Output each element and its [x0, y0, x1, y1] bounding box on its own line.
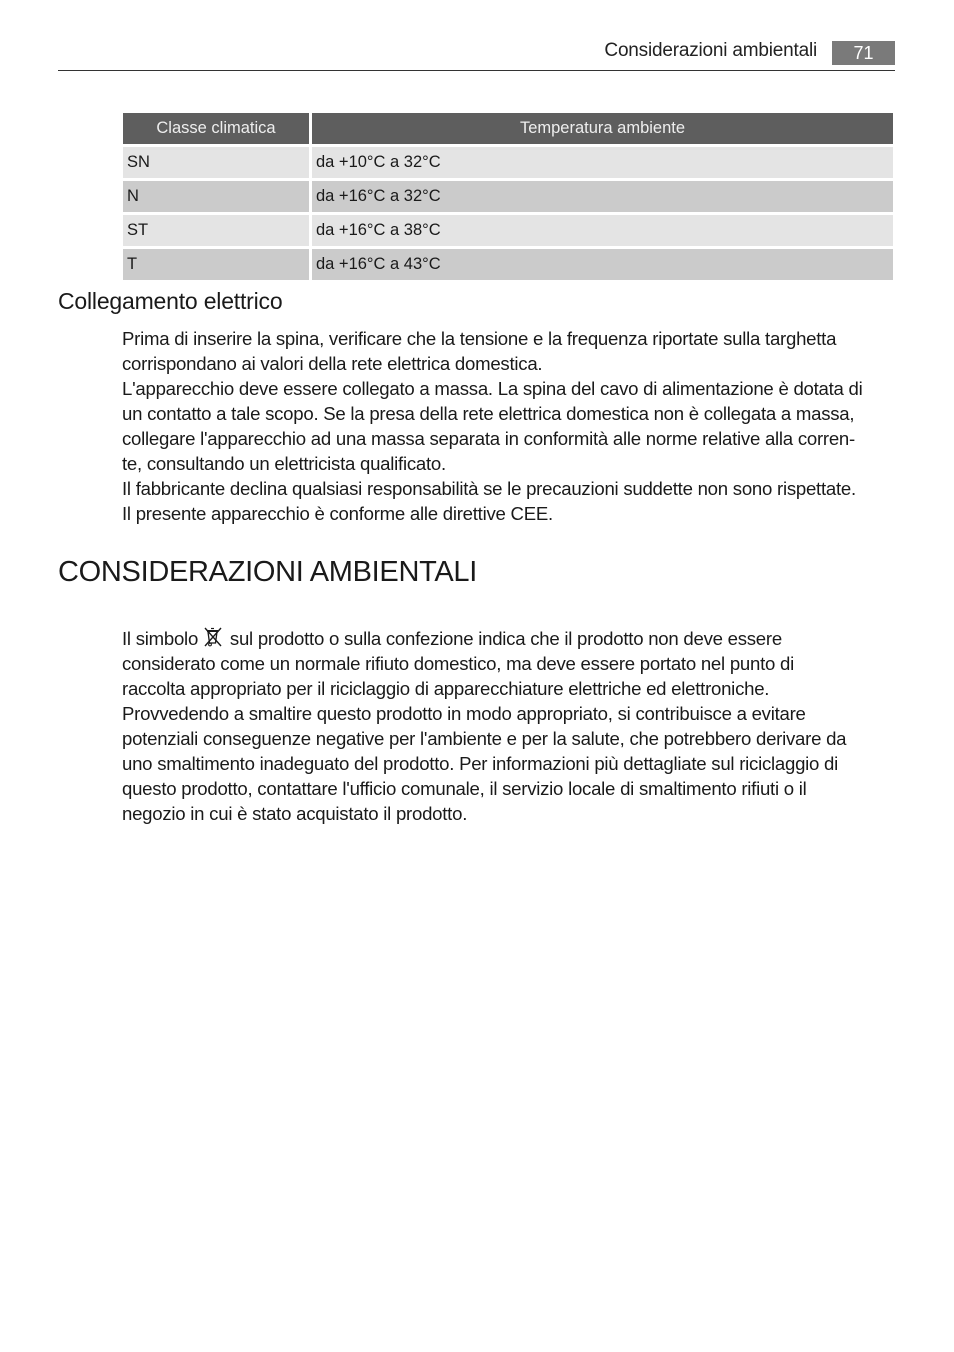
cell-temperature-range: da +16°C a 38°C	[312, 215, 893, 246]
column-header-climate-class: Classe climatica	[123, 113, 309, 144]
cell-climate-class: N	[123, 181, 309, 212]
cell-climate-class: T	[123, 249, 309, 280]
section-heading-environmental: CONSIDERAZIONI AMBIENTALI	[58, 556, 477, 588]
text-line: Provvedendo a smaltire questo prodotto in modo appropriato, si contribuisce a evitare	[122, 703, 806, 724]
running-header-title: Considerazioni ambientali	[604, 40, 817, 61]
text-line: questo prodotto, contattare l'ufficio comunale, il servizio locale di smaltimento rifiuti o il	[122, 778, 807, 799]
text-before-symbol: Il simbolo	[122, 628, 199, 649]
section-heading-electrical-connection: Collegamento elettrico	[58, 288, 283, 314]
text-line: negozio in cui è stato acquistato il prodotto.	[122, 803, 468, 824]
electrical-connection-paragraph	[122, 326, 897, 526]
cell-climate-class: SN	[123, 147, 309, 178]
table-row	[123, 249, 893, 280]
page-header	[58, 38, 895, 71]
table-header-row	[123, 113, 893, 144]
text-line: potenziali conseguenze negative per l'ambiente e per la salute, che potrebbero derivare da	[122, 728, 847, 749]
text-line: corrispondano ai valori della rete elettrica domestica.	[122, 353, 543, 374]
table-row	[123, 181, 893, 212]
cell-climate-class: ST	[123, 215, 309, 246]
cell-temperature-range: da +16°C a 43°C	[312, 249, 893, 280]
table-row	[123, 215, 893, 246]
text-line: raccolta appropriato per il riciclaggio di apparecchiature elettriche ed elettroniche.	[122, 678, 770, 699]
text-line: L'apparecchio deve essere collegato a massa. La spina del cavo di alimentazione è dotata di	[122, 378, 863, 399]
crossed-out-wheelie-bin-icon	[204, 627, 222, 648]
table-row	[123, 147, 893, 178]
text-line: collegare l'apparecchio ad una massa separata in conformità alle norme relative alla corren-	[122, 428, 855, 449]
climate-class-table	[120, 110, 896, 283]
environmental-paragraph	[122, 626, 897, 826]
text-line: Il fabbricante declina qualsiasi responsabilità se le precauzioni suddette non sono rispettate.	[122, 478, 856, 499]
text-line: uno smaltimento inadeguato del prodotto. Per informazioni più dettagliate sul riciclaggio di	[122, 753, 839, 774]
cell-temperature-range: da +10°C a 32°C	[312, 147, 893, 178]
text-line: considerato come un normale rifiuto domestico, ma deve essere portato nel punto di	[122, 653, 794, 674]
page-number: 71	[832, 41, 895, 65]
cell-temperature-range: da +16°C a 32°C	[312, 181, 893, 212]
text-line: Prima di inserire la spina, verificare che la tensione e la frequenza riportate sulla targhetta	[122, 328, 837, 349]
text-line: un contatto a tale scopo. Se la presa della rete elettrica domestica non è collegata a massa,	[122, 403, 855, 424]
text-after-symbol: sul prodotto o sulla confezione indica che il prodotto non deve essere	[229, 628, 782, 649]
text-line-with-symbol	[122, 626, 897, 651]
text-line: te, consultando un elettricista qualificato.	[122, 453, 446, 474]
column-header-ambient-temperature: Temperatura ambiente	[312, 113, 893, 144]
text-line: Il presente apparecchio è conforme alle direttive CEE.	[122, 503, 553, 524]
